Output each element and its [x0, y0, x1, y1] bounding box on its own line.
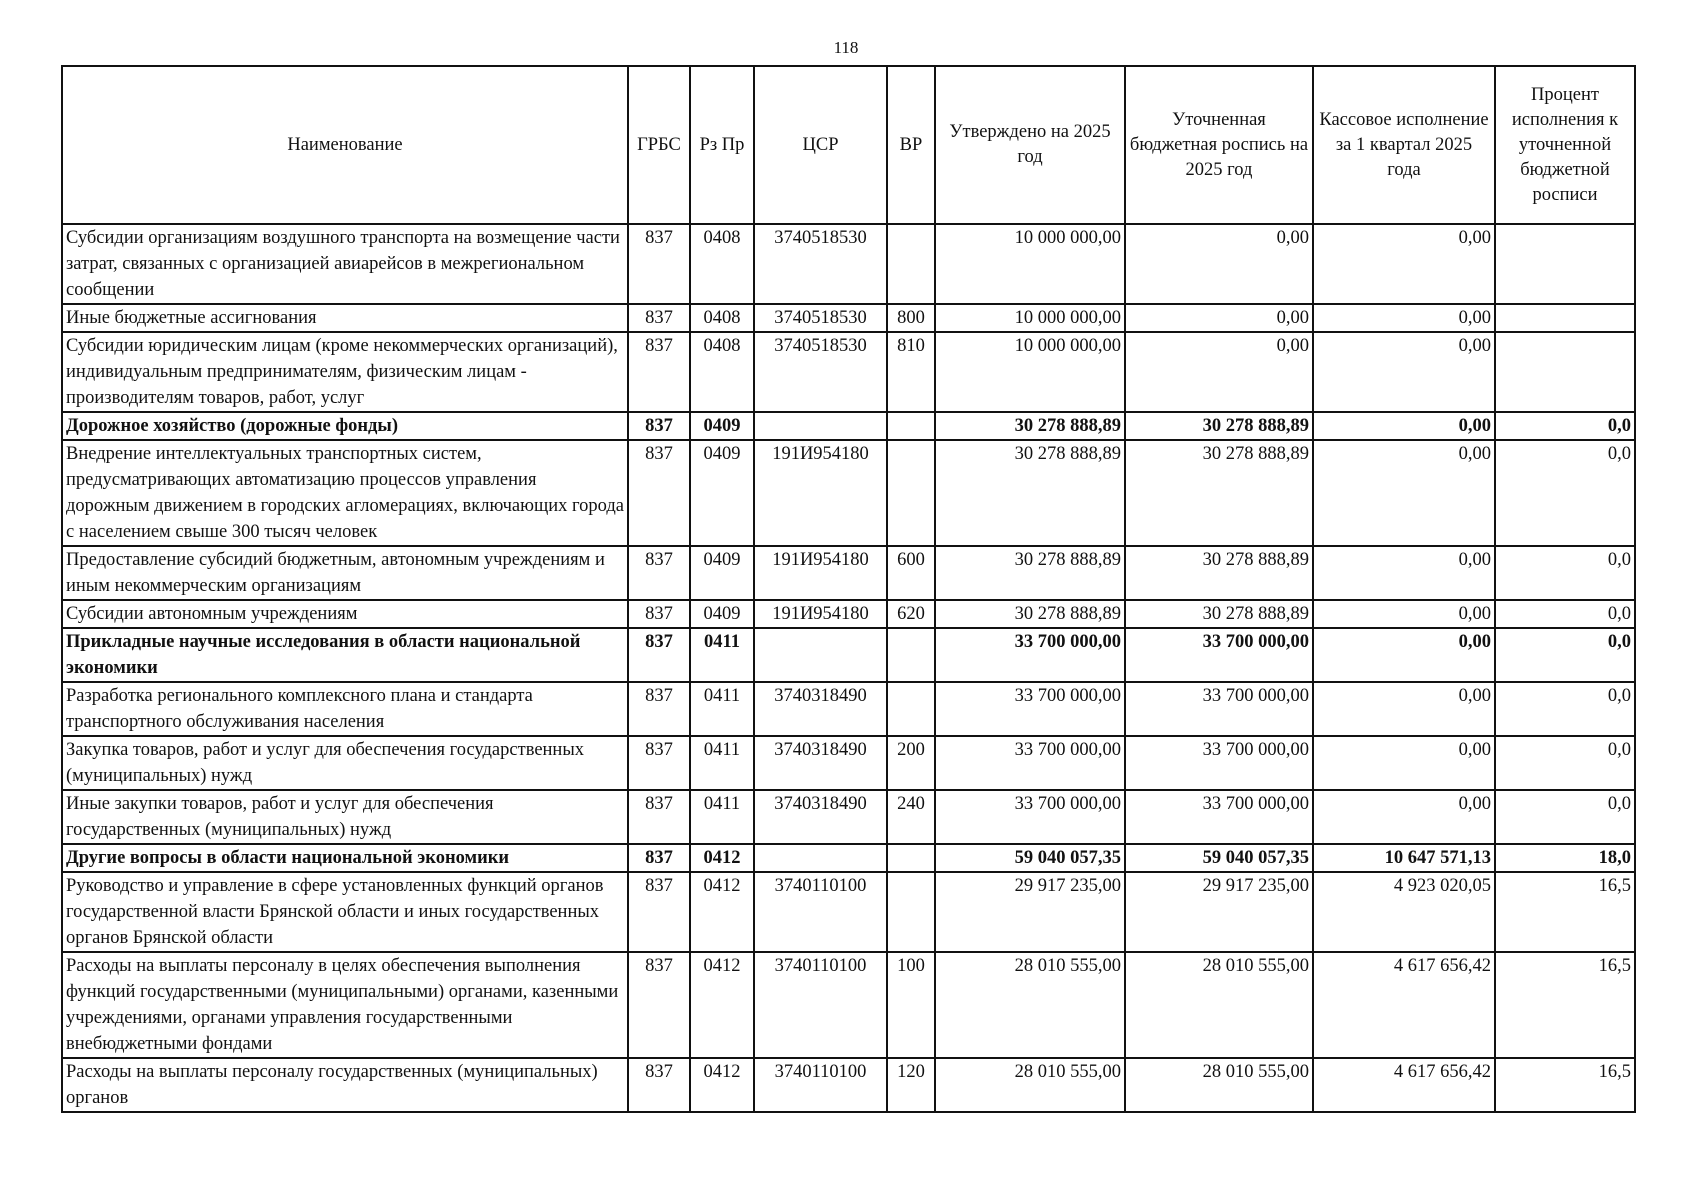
cell-csr: 191И954180	[754, 546, 887, 600]
cell-vr: 100	[887, 952, 935, 1058]
cell-approved: 28 010 555,00	[935, 952, 1125, 1058]
cell-percent: 0,0	[1495, 600, 1635, 628]
cell-name: Субсидии автономным учреждениям	[62, 600, 628, 628]
cell-rzpr: 0412	[690, 844, 754, 872]
cell-rzpr: 0411	[690, 682, 754, 736]
cell-csr: 3740110100	[754, 952, 887, 1058]
cell-refined: 33 700 000,00	[1125, 628, 1313, 682]
cell-vr	[887, 440, 935, 546]
cell-refined: 30 278 888,89	[1125, 546, 1313, 600]
cell-vr	[887, 628, 935, 682]
cell-grbs: 837	[628, 682, 690, 736]
cell-approved: 10 000 000,00	[935, 224, 1125, 304]
header-row	[62, 66, 1635, 224]
header-refined: Уточненная бюджетная роспись на 2025 год	[1125, 66, 1313, 224]
cell-grbs: 837	[628, 600, 690, 628]
cell-name: Субсидии юридическим лицам (кроме некоммерческих организаций), индивидуальным предпринимателям, физическим лицам - производителям товаров, работ, услуг	[62, 332, 628, 412]
cell-refined: 0,00	[1125, 332, 1313, 412]
cell-csr: 3740318490	[754, 736, 887, 790]
cell-rzpr: 0411	[690, 790, 754, 844]
cell-name: Предоставление субсидий бюджетным, автономным учреждениям и иным некоммерческим организациям	[62, 546, 628, 600]
cell-csr	[754, 412, 887, 440]
cell-rzpr: 0411	[690, 628, 754, 682]
cell-grbs: 837	[628, 224, 690, 304]
cell-refined: 33 700 000,00	[1125, 682, 1313, 736]
cell-approved: 10 000 000,00	[935, 304, 1125, 332]
cell-percent: 0,0	[1495, 546, 1635, 600]
table-row	[62, 304, 1635, 332]
cell-cash: 0,00	[1313, 332, 1495, 412]
cell-cash: 0,00	[1313, 682, 1495, 736]
cell-percent	[1495, 224, 1635, 304]
cell-percent: 16,5	[1495, 1058, 1635, 1112]
cell-refined: 28 010 555,00	[1125, 952, 1313, 1058]
cell-cash: 4 617 656,42	[1313, 952, 1495, 1058]
cell-grbs: 837	[628, 304, 690, 332]
cell-csr	[754, 844, 887, 872]
table-row	[62, 600, 1635, 628]
cell-cash: 4 617 656,42	[1313, 1058, 1495, 1112]
cell-rzpr: 0409	[690, 600, 754, 628]
cell-grbs: 837	[628, 1058, 690, 1112]
cell-name: Другие вопросы в области национальной экономики	[62, 844, 628, 872]
cell-rzpr: 0409	[690, 440, 754, 546]
budget-table	[61, 65, 1636, 1113]
cell-rzpr: 0412	[690, 952, 754, 1058]
cell-percent: 0,0	[1495, 412, 1635, 440]
cell-approved: 30 278 888,89	[935, 412, 1125, 440]
cell-name: Внедрение интеллектуальных транспортных систем, предусматривающих автоматизацию процессов управления дорожным движением в городских агломерациях, включающих города с населением свыше 300 тысяч человек	[62, 440, 628, 546]
header-name: Наименование	[62, 66, 628, 224]
table-row	[62, 412, 1635, 440]
cell-grbs: 837	[628, 628, 690, 682]
cell-percent: 0,0	[1495, 790, 1635, 844]
cell-name: Руководство и управление в сфере установленных функций органов государственной власти Брянской области и иных государственных органов Брянской области	[62, 872, 628, 952]
cell-csr: 3740110100	[754, 872, 887, 952]
cell-refined: 33 700 000,00	[1125, 736, 1313, 790]
cell-rzpr: 0408	[690, 224, 754, 304]
cell-grbs: 837	[628, 844, 690, 872]
table-row	[62, 736, 1635, 790]
header-cash: Кассовое исполнение за 1 квартал 2025 года	[1313, 66, 1495, 224]
cell-csr: 3740518530	[754, 332, 887, 412]
cell-approved: 30 278 888,89	[935, 546, 1125, 600]
cell-refined: 30 278 888,89	[1125, 412, 1313, 440]
cell-csr: 3740318490	[754, 682, 887, 736]
cell-name: Расходы на выплаты персоналу государственных (муниципальных) органов	[62, 1058, 628, 1112]
cell-name: Прикладные научные исследования в области национальной экономики	[62, 628, 628, 682]
cell-grbs: 837	[628, 952, 690, 1058]
table-row	[62, 952, 1635, 1058]
cell-csr	[754, 628, 887, 682]
cell-grbs: 837	[628, 412, 690, 440]
page-number: 118	[833, 38, 859, 57]
cell-grbs: 837	[628, 546, 690, 600]
cell-csr: 191И954180	[754, 600, 887, 628]
cell-percent: 16,5	[1495, 952, 1635, 1058]
cell-csr: 3740518530	[754, 304, 887, 332]
cell-cash: 0,00	[1313, 440, 1495, 546]
cell-name: Иные бюджетные ассигнования	[62, 304, 628, 332]
cell-vr: 800	[887, 304, 935, 332]
header-rzpr: Рз Пр	[690, 66, 754, 224]
cell-vr: 200	[887, 736, 935, 790]
table-row	[62, 682, 1635, 736]
cell-vr	[887, 224, 935, 304]
cell-percent: 18,0	[1495, 844, 1635, 872]
cell-name: Закупка товаров, работ и услуг для обеспечения государственных (муниципальных) нужд	[62, 736, 628, 790]
cell-grbs: 837	[628, 790, 690, 844]
header-approved: Утверждено на 2025 год	[935, 66, 1125, 224]
cell-cash: 0,00	[1313, 790, 1495, 844]
cell-rzpr: 0409	[690, 546, 754, 600]
cell-refined: 0,00	[1125, 304, 1313, 332]
cell-name: Субсидии организациям воздушного транспорта на возмещение части затрат, связанных с организацией авиарейсов в межрегиональном сообщении	[62, 224, 628, 304]
table-row	[62, 872, 1635, 952]
cell-cash: 0,00	[1313, 628, 1495, 682]
cell-vr	[887, 682, 935, 736]
cell-approved: 30 278 888,89	[935, 440, 1125, 546]
cell-vr	[887, 412, 935, 440]
cell-approved: 33 700 000,00	[935, 682, 1125, 736]
cell-csr: 3740110100	[754, 1058, 887, 1112]
cell-csr: 3740518530	[754, 224, 887, 304]
cell-cash: 0,00	[1313, 224, 1495, 304]
cell-rzpr: 0408	[690, 304, 754, 332]
cell-grbs: 837	[628, 440, 690, 546]
cell-refined: 59 040 057,35	[1125, 844, 1313, 872]
cell-refined: 0,00	[1125, 224, 1313, 304]
cell-name: Разработка регионального комплексного плана и стандарта транспортного обслуживания населения	[62, 682, 628, 736]
cell-grbs: 837	[628, 332, 690, 412]
cell-vr	[887, 844, 935, 872]
cell-grbs: 837	[628, 736, 690, 790]
cell-cash: 0,00	[1313, 412, 1495, 440]
cell-refined: 30 278 888,89	[1125, 440, 1313, 546]
cell-approved: 33 700 000,00	[935, 736, 1125, 790]
table-body	[62, 224, 1635, 1112]
cell-vr: 600	[887, 546, 935, 600]
header-vr: ВР	[887, 66, 935, 224]
cell-percent: 0,0	[1495, 682, 1635, 736]
cell-vr	[887, 872, 935, 952]
cell-csr: 191И954180	[754, 440, 887, 546]
cell-cash: 0,00	[1313, 546, 1495, 600]
cell-approved: 33 700 000,00	[935, 628, 1125, 682]
cell-refined: 30 278 888,89	[1125, 600, 1313, 628]
table-row	[62, 844, 1635, 872]
header-csr: ЦСР	[754, 66, 887, 224]
cell-approved: 28 010 555,00	[935, 1058, 1125, 1112]
cell-csr: 3740318490	[754, 790, 887, 844]
cell-rzpr: 0411	[690, 736, 754, 790]
cell-percent: 16,5	[1495, 872, 1635, 952]
cell-vr: 620	[887, 600, 935, 628]
cell-percent: 0,0	[1495, 440, 1635, 546]
table-row	[62, 1058, 1635, 1112]
header-grbs: ГРБС	[628, 66, 690, 224]
cell-approved: 10 000 000,00	[935, 332, 1125, 412]
table-row	[62, 440, 1635, 546]
cell-refined: 29 917 235,00	[1125, 872, 1313, 952]
table-row	[62, 628, 1635, 682]
cell-percent: 0,0	[1495, 736, 1635, 790]
cell-approved: 59 040 057,35	[935, 844, 1125, 872]
cell-name: Иные закупки товаров, работ и услуг для обеспечения государственных (муниципальных) нужд	[62, 790, 628, 844]
cell-cash: 0,00	[1313, 600, 1495, 628]
cell-percent: 0,0	[1495, 628, 1635, 682]
table-row	[62, 332, 1635, 412]
cell-refined: 28 010 555,00	[1125, 1058, 1313, 1112]
cell-rzpr: 0412	[690, 872, 754, 952]
cell-percent	[1495, 304, 1635, 332]
cell-cash: 0,00	[1313, 736, 1495, 790]
table-row	[62, 546, 1635, 600]
cell-cash: 4 923 020,05	[1313, 872, 1495, 952]
cell-rzpr: 0412	[690, 1058, 754, 1112]
header-percent: Процент исполнения к уточненной бюджетной росписи	[1495, 66, 1635, 224]
cell-cash: 0,00	[1313, 304, 1495, 332]
table-row	[62, 224, 1635, 304]
cell-vr: 240	[887, 790, 935, 844]
cell-name: Расходы на выплаты персоналу в целях обеспечения выполнения функций государственными (муниципальными) органами, казенными учреждениями, органами управления государственными внебюджетными фондами	[62, 952, 628, 1058]
cell-rzpr: 0409	[690, 412, 754, 440]
cell-grbs: 837	[628, 872, 690, 952]
cell-name: Дорожное хозяйство (дорожные фонды)	[62, 412, 628, 440]
table-row	[62, 790, 1635, 844]
cell-refined: 33 700 000,00	[1125, 790, 1313, 844]
cell-cash: 10 647 571,13	[1313, 844, 1495, 872]
cell-approved: 30 278 888,89	[935, 600, 1125, 628]
cell-rzpr: 0408	[690, 332, 754, 412]
cell-percent	[1495, 332, 1635, 412]
cell-approved: 29 917 235,00	[935, 872, 1125, 952]
cell-vr: 120	[887, 1058, 935, 1112]
cell-vr: 810	[887, 332, 935, 412]
cell-approved: 33 700 000,00	[935, 790, 1125, 844]
